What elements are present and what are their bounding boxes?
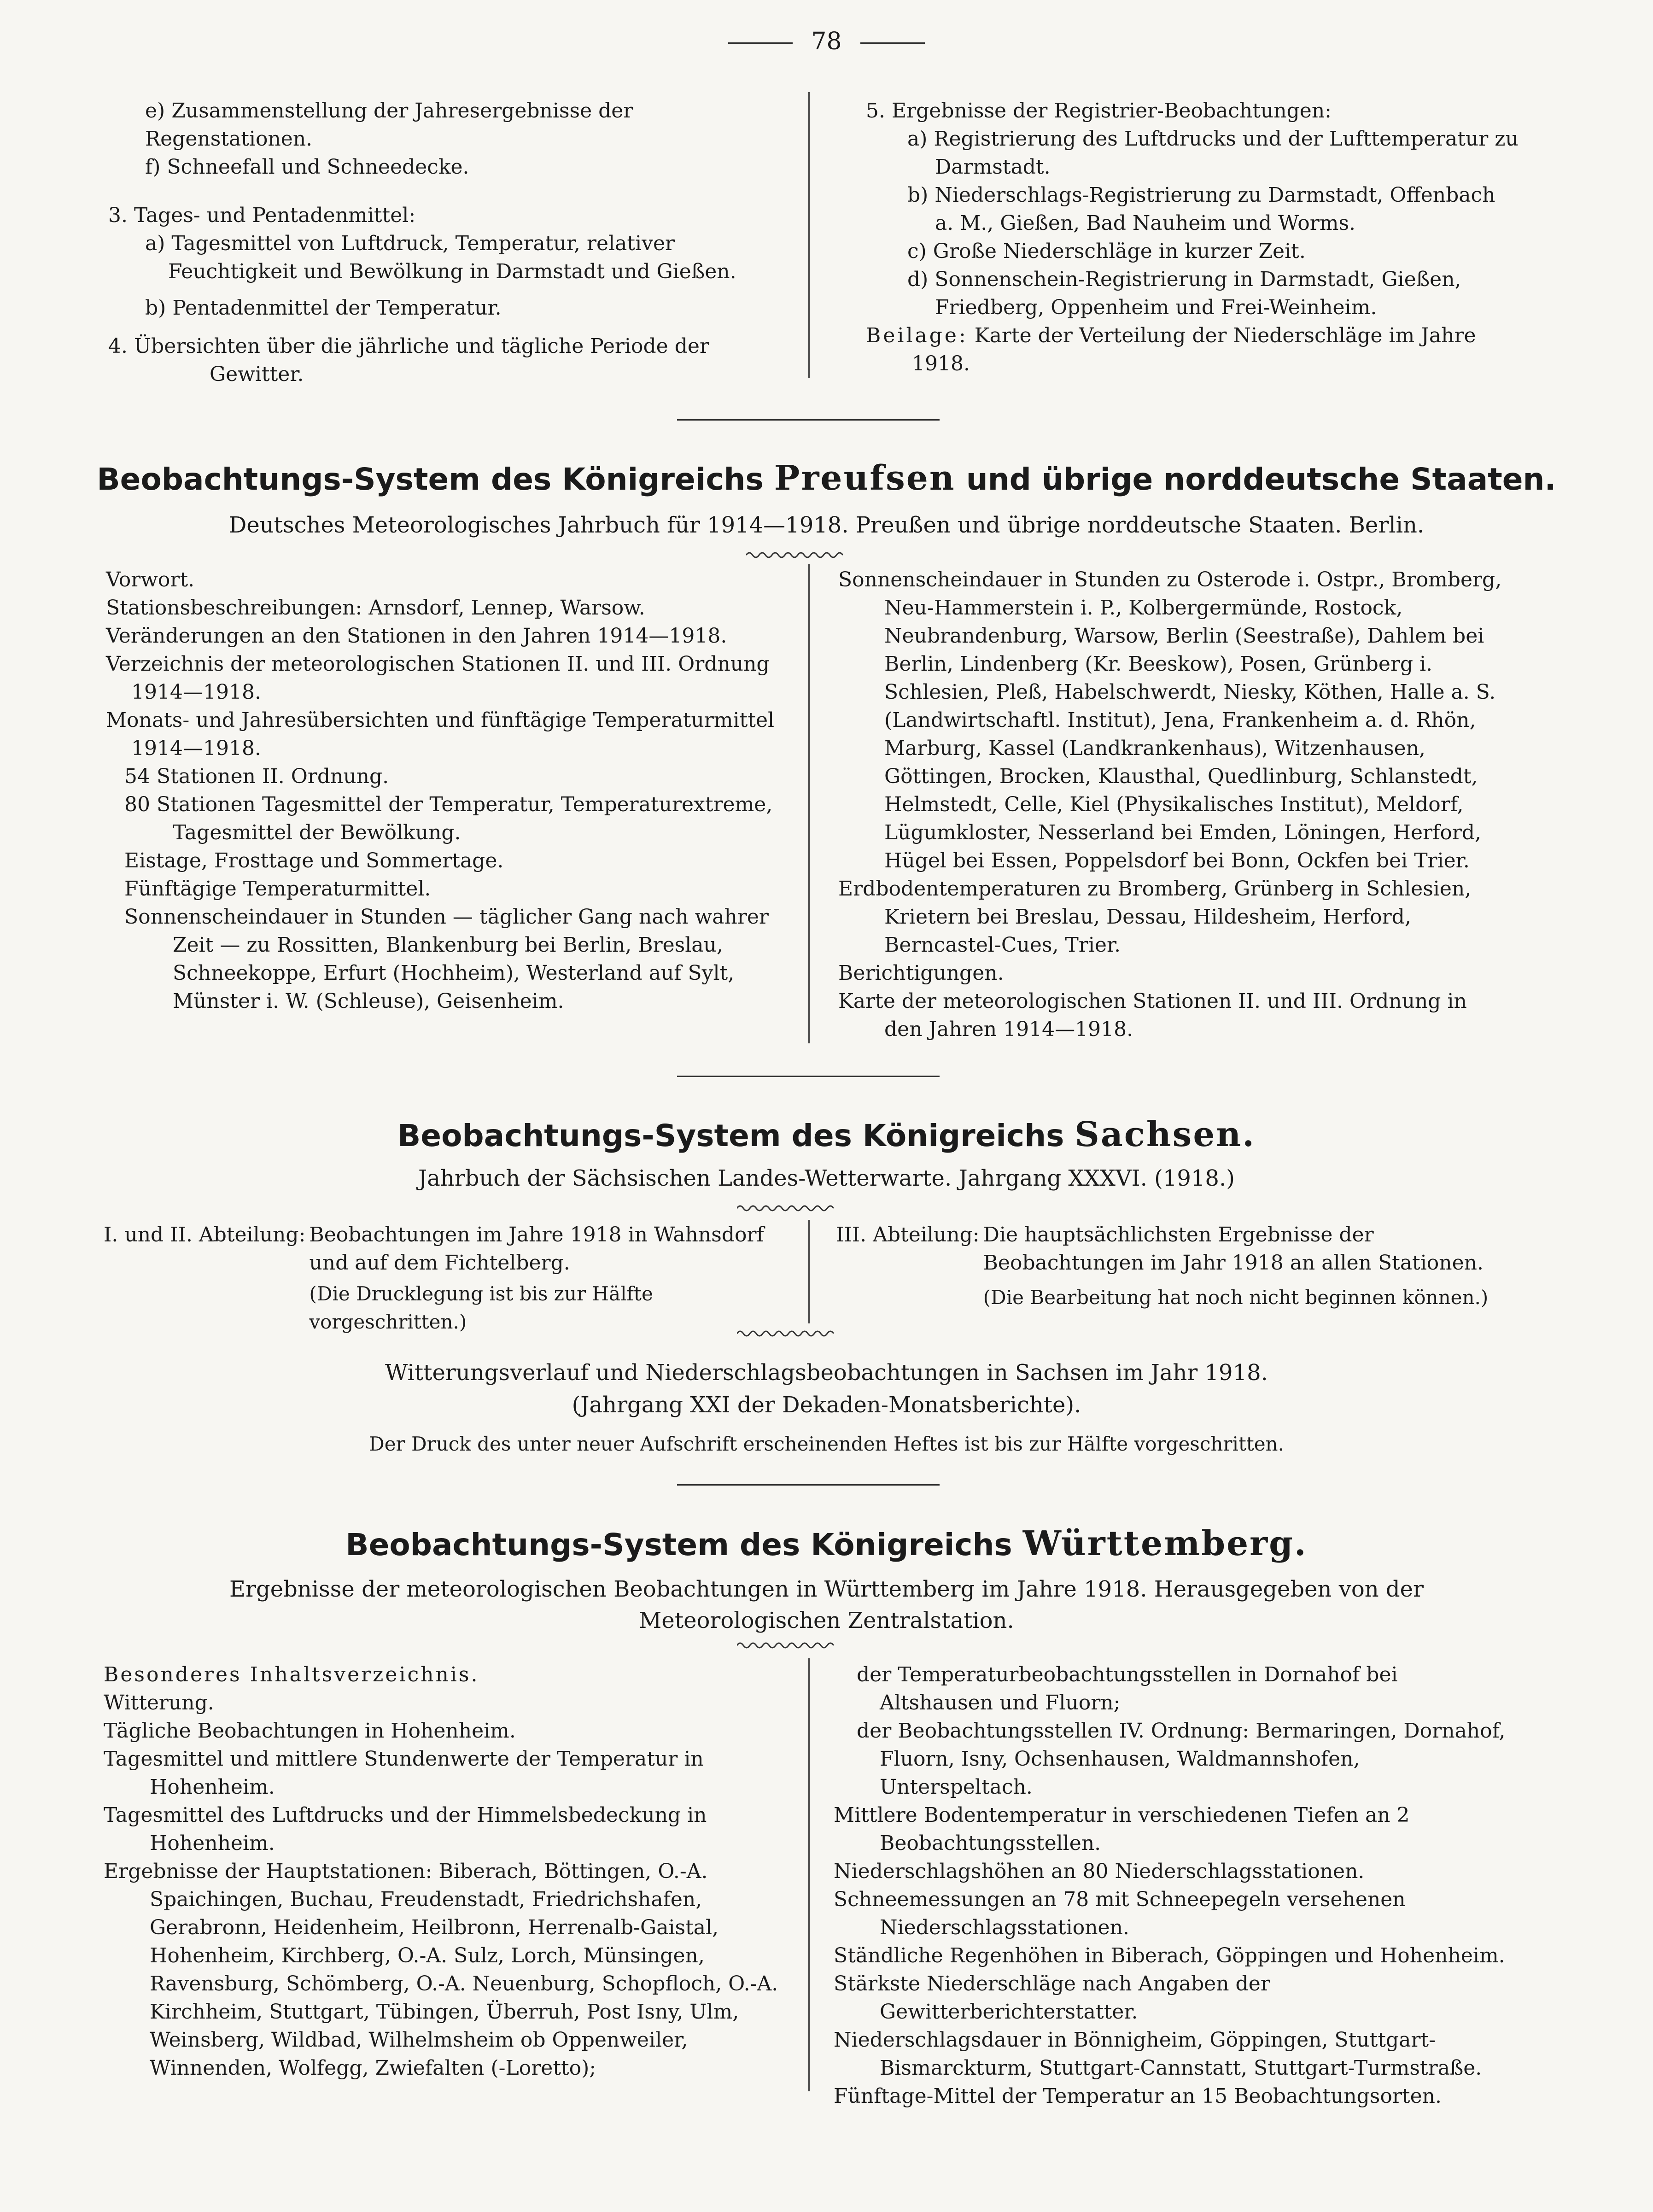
- hessen-left-item: a) Tagesmittel von Luftdruck, Temperatur, relativer Feuchtigkeit und Bewölkung in Darmstadt und Gießen.: [145, 232, 736, 283]
- wuerttemberg-right-item: Fünftage-Mittel der Temperatur an 15 Beobachtungsorten.: [834, 2084, 1442, 2108]
- preussen-left-item: Fünftägige Temperaturmittel.: [124, 877, 431, 901]
- wuerttemberg-right-column: [834, 1661, 1511, 2110]
- wuerttemberg-left-item: Tagesmittel des Luftdrucks und der Himmelsbedeckung in Hohenheim.: [104, 1803, 707, 1855]
- sachsen-column-divider: [808, 1220, 810, 1323]
- preussen-left-item: 80 Stationen Tagesmittel der Temperatur, Temperaturextreme, Tagesmittel der Bewölkung.: [124, 793, 773, 844]
- title-suffix: und übrige norddeutsche Staaten.: [966, 462, 1556, 497]
- hessen-right-item: d) Sonnenschein-Registrierung in Darmstadt, Gießen, Friedberg, Oppenheim und Frei-Weinheim.: [907, 268, 1461, 319]
- wavy-separator: [737, 1641, 834, 1650]
- preussen-left-column: [106, 566, 788, 1015]
- sachsen-title: [0, 1115, 1653, 1154]
- sachsen-line-3: Der Druck des unter neuer Aufschrift erscheinenden Heftes ist bis zur Hälfte vorgeschritten.: [369, 1433, 1284, 1455]
- hessen-left-item: 3. Tages- und Pentadenmittel:: [108, 204, 416, 227]
- wuerttemberg-right-item: Stärkste Niederschläge nach Angaben der Gewitterberichterstatter.: [834, 1972, 1270, 2024]
- hessen-left-item: e) Zusammenstellung der Jahresergebnisse der Regenstationen.: [145, 99, 633, 151]
- preussen-left-item: Sonnenscheindauer in Stunden — täglicher Gang nach wahrer Zeit — zu Rossitten, Blankenburg bei Berlin, Breslau, Schneekoppe, Erfurt (Hochheim), Westerland auf Sylt, Münster i. W. (Schleuse), Geisenheim.: [124, 905, 769, 1013]
- preussen-right-column: [838, 566, 1511, 1043]
- hessen-right-item: b) Niederschlags-Registrierung zu Darmstadt, Offenbach a. M., Gießen, Bad Nauheim und Worms.: [907, 183, 1495, 235]
- section-separator: [677, 419, 940, 421]
- wuerttemberg-title: [0, 1524, 1653, 1563]
- preussen-title: [0, 458, 1653, 498]
- title-country: Württemberg.: [1022, 1524, 1308, 1563]
- wuerttemberg-left-column: [104, 1661, 788, 2082]
- hessen-left-item: f) Schneefall und Schneedecke.: [145, 155, 469, 179]
- preussen-left-item: Verzeichnis der meteorologischen Stationen II. und III. Ordnung 1914—1918.: [106, 652, 770, 704]
- title-country: Sachsen.: [1075, 1115, 1256, 1154]
- wuerttemberg-left-item: Tagesmittel und mittlere Stundenwerte der Temperatur in Hohenheim.: [104, 1747, 704, 1799]
- section-separator: [677, 1484, 940, 1486]
- preussen-left-item: Monats- und Jahresübersichten und fünftägige Temperaturmittel 1914—1918.: [106, 708, 775, 760]
- sachsen-subtitle: Jahrbuch der Sächsischen Landes-Wetterwarte. Jahrgang XXXVI. (1918.): [418, 1165, 1235, 1191]
- preussen-left-item: 54 Stationen II. Ordnung.: [124, 765, 389, 788]
- beilage-text: Karte der Verteilung der Niederschläge im Jahre 1918.: [912, 324, 1476, 375]
- preussen-right-item: Sonnenscheindauer in Stunden zu Osterode i. Ostpr., Bromberg, Neu-Hammerstein i. P., Kolbergermünde, Rostock, Neubrandenburg, Warsow, Berlin (Seestraße), Dahlem bei Berlin, Lindenberg (Kr. Beeskow), Posen, Grünberg i. Schlesien, Pleß, Habelschwerdt, Niesky, Köthen, Halle a. S. (Landwirtschaftl. Institut), Jena, Frankenheim a. d. Rhön, Marburg, Kassel (Landkrankenhaus), Witzenhausen, Göttingen, Brocken, Klausthal, Quedlinburg, Schlanstedt, Helmstedt, Celle, Kiel (Physikalisches Institut), Meldorf, Lügumkloster, Nesserland bei Emden, Löningen, Herford, Hügel bei Essen, Poppelsdorf bei Bonn, Ockfen bei Trier.: [838, 568, 1502, 872]
- preussen-left-item: Eistage, Frosttage und Sommertage.: [124, 849, 504, 872]
- title-prefix: Beobachtungs-System des Königreichs: [345, 1527, 1012, 1562]
- sachsen-line-2: (Jahrgang XXI der Dekaden-Monatsberichte).: [572, 1392, 1081, 1418]
- sachsen-right-note: (Die Bearbeitung hat noch nicht beginnen können.): [983, 1286, 1489, 1309]
- wuerttemberg-right-item: Mittlere Bodentemperatur in verschiedenen Tiefen an 2 Beobachtungsstellen.: [834, 1803, 1410, 1855]
- title-prefix: Beobachtungs-System des Königreichs: [97, 462, 764, 497]
- page-number-dash-right: [860, 42, 925, 44]
- preussen-right-item: Erdbodentemperaturen zu Bromberg, Grünberg in Schlesien, Krietern bei Breslau, Dessau, Hildesheim, Herford, Berncastel-Cues, Trier.: [838, 877, 1472, 957]
- preussen-right-item: Berichtigungen.: [838, 961, 1004, 985]
- preussen-left-item: Veränderungen an den Stationen in den Jahren 1914—1918.: [106, 624, 727, 648]
- title-country: Preufsen: [774, 458, 956, 498]
- hessen-right-item: c) Große Niederschläge in kurzer Zeit.: [907, 240, 1306, 263]
- wuerttemberg-subtitle-2: Meteorologischen Zentralstation.: [639, 1608, 1014, 1633]
- wuerttemberg-subtitle-1: Ergebnisse der meteorologischen Beobachtungen in Württemberg im Jahre 1918. Herausgegeben von der: [229, 1576, 1424, 1602]
- title-prefix: Beobachtungs-System des Königreichs: [397, 1118, 1064, 1153]
- sachsen-left-block: [104, 1221, 794, 1336]
- page-number-dash-left: [728, 42, 793, 44]
- wuerttemberg-right-item: der Temperaturbeobachtungsstellen in Dornahof bei Altshausen und Fluorn;: [857, 1663, 1398, 1715]
- preussen-left-item: Stationsbeschreibungen: Arnsdorf, Lennep, Warsow.: [106, 596, 645, 620]
- page-number: 78: [811, 28, 842, 55]
- wuerttemberg-column-divider: [808, 1658, 810, 2091]
- wuerttemberg-right-item: Ständliche Regenhöhen in Biberach, Göppingen und Hohenheim.: [834, 1944, 1505, 1967]
- wuerttemberg-left-item: Besonderes Inhaltsverzeichnis.: [104, 1663, 479, 1686]
- preussen-right-item: Karte der meteorologischen Stationen II. und III. Ordnung in den Jahren 1914—1918.: [838, 989, 1467, 1041]
- hessen-left-item: 4. Übersichten über die jährliche und tägliche Periode der Gewitter.: [108, 334, 709, 386]
- hessen-right-column: [866, 97, 1520, 378]
- hessen-column-divider: [808, 92, 810, 378]
- preussen-subtitle: Deutsches Meteorologisches Jahrbuch für 1914—1918. Preußen und übrige norddeutsche Staaten. Berlin.: [228, 512, 1425, 538]
- wuerttemberg-right-item: Niederschlagsdauer in Bönnigheim, Göppingen, Stuttgart-Bismarckturm, Stuttgart-Cannstatt, Stuttgart-Turmstraße.: [834, 2028, 1482, 2080]
- wavy-separator: [746, 550, 843, 560]
- section-separator: [677, 1076, 940, 1077]
- sachsen-left-label: I. und II. Abteilung:: [104, 1223, 306, 1246]
- beilage-label: Beilage:: [866, 324, 968, 347]
- page-number-row: [0, 28, 1653, 55]
- preussen-column-divider: [808, 564, 810, 1043]
- wuerttemberg-left-item: Tägliche Beobachtungen in Hohenheim.: [104, 1719, 516, 1743]
- wavy-separator: [737, 1204, 834, 1213]
- hessen-right-item: a) Registrierung des Luftdrucks und der Lufttemperatur zu Darmstadt.: [907, 127, 1519, 179]
- wuerttemberg-right-item: Niederschlagshöhen an 80 Niederschlagsstationen.: [834, 1860, 1365, 1883]
- hessen-beilage: [866, 322, 1520, 378]
- sachsen-line-1: Witterungsverlauf und Niederschlagsbeobachtungen in Sachsen im Jahr 1918.: [385, 1360, 1268, 1386]
- preussen-left-item: Vorwort.: [106, 568, 195, 591]
- hessen-left-column: [108, 97, 788, 388]
- hessen-left-item: b) Pentadenmittel der Temperatur.: [145, 296, 502, 320]
- sachsen-right-block: [836, 1221, 1518, 1311]
- sachsen-left-note: (Die Drucklegung ist bis zur Hälfte vorgeschritten.): [309, 1282, 653, 1333]
- wuerttemberg-left-item: Witterung.: [104, 1691, 214, 1715]
- hessen-right-item: 5. Ergebnisse der Registrier-Beobachtungen:: [866, 99, 1332, 123]
- wuerttemberg-left-item: Ergebnisse der Hauptstationen: Biberach, Böttingen, O.-A. Spaichingen, Buchau, Freudenstadt, Friedrichshafen, Gerabronn, Heidenheim, Heilbronn, Herrenalb-Gaistal, Hohenheim, Kirchberg, O.-A. Sulz, Lorch, Münsingen, Ravensburg, Schömberg, O.-A. Neuenburg, Schopfloch, O.-A. Kirchheim, Stuttgart, Tübingen, Überruh, Post Isny, Ulm, Weinsberg, Wildbad, Wilhelmsheim ob Oppenweiler, Winnenden, Wolfegg, Zwiefalten (-Loretto);: [104, 1860, 778, 2080]
- wuerttemberg-right-item: der Beobachtungsstellen IV. Ordnung: Bermaringen, Dornahof, Fluorn, Isny, Ochsenhausen, Waldmannshofen, Unterspeltach.: [857, 1719, 1506, 1799]
- wavy-separator: [737, 1329, 834, 1338]
- sachsen-left-text: Beobachtungen im Jahre 1918 in Wahnsdorf und auf dem Fichtelberg.: [309, 1223, 764, 1275]
- sachsen-right-label: III. Abteilung:: [836, 1223, 980, 1246]
- wuerttemberg-right-item: Schneemessungen an 78 mit Schneepegeln versehenen Niederschlagsstationen.: [834, 1888, 1406, 1939]
- sachsen-right-text: Die hauptsächlichsten Ergebnisse der Beobachtungen im Jahr 1918 an allen Stationen.: [983, 1223, 1484, 1275]
